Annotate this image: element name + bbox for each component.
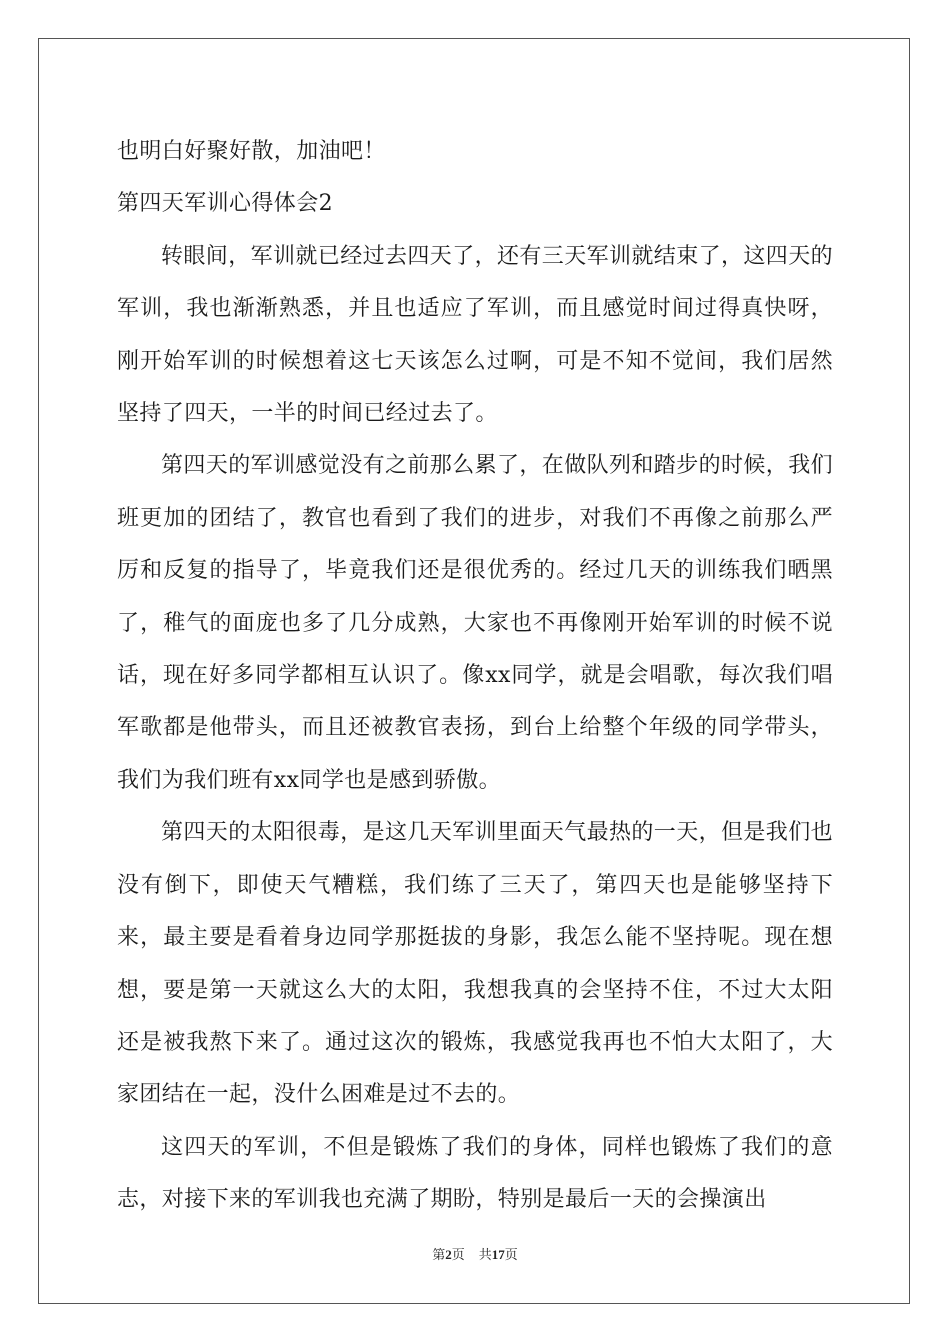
paragraph-2: 第四天的军训感觉没有之前那么累了，在做队列和踏步的时候，我们班更加的团结了，教官也看到了我们的进步，对我们不再像之前那么严厉和反复的指导了，毕竟我们还是很优秀的。经过几天的训练我们晒黑了，稚气的面庞也多了几分成熟，大家也不再像刚开始军训的时候不说话，现在好多同学都相互认识了。像xx同学，就是会唱歌，每次我们唱军歌都是他带头，而且还被教官表扬，到台上给整个年级的同学带头，我们为我们班有xx同学也是感到骄傲。 <box>117 453 834 793</box>
page-footer <box>0 1246 950 1264</box>
page-suffix: 页 <box>451 1247 465 1262</box>
paragraph-3: 第四天的太阳很毒，是这几天军训里面天气最热的一天，但是我们也没有倒下，即使天气糟糕，我们练了三天了，第四天也是能够坚持下来，最主要是看着身边同学那挺拔的身影，我怎么能不坚持呢。现在想想，要是第一天就这么大的太阳，我想我真的会坚持不住，不过大太阳还是被我熬下来了。通过这次的锻炼，我感觉我再也不怕大太阳了，大家团结在一起，没什么困难是过不去的。 <box>117 820 834 1108</box>
page-current: 2 <box>445 1247 452 1262</box>
paragraph-1: 转眼间，军训就已经过去四天了，还有三天军训就结束了，这四天的军训，我也渐渐熟悉，并且也适应了军训，而且感觉时间过得真快呀，刚开始军训的时候想着这七天该怎么过啊，可是不知不觉间，我们居然坚持了四天，一半的时间已经过去了。 <box>117 243 834 427</box>
document-body <box>117 126 833 1227</box>
section-heading: 第四天军训心得体会2 <box>117 191 333 217</box>
total-prefix: 共 <box>478 1247 492 1262</box>
page-prefix: 第 <box>432 1247 446 1262</box>
paragraph-4: 这四天的军训，不但是锻炼了我们的身体，同样也锻炼了我们的意志，对接下来的军训我也充满了期盼，特别是最后一天的会操演出 <box>117 1134 833 1213</box>
intro-line: 也明白好聚好散，加油吧！ <box>117 139 386 164</box>
total-suffix: 页 <box>504 1247 518 1262</box>
page-total: 17 <box>491 1247 505 1262</box>
